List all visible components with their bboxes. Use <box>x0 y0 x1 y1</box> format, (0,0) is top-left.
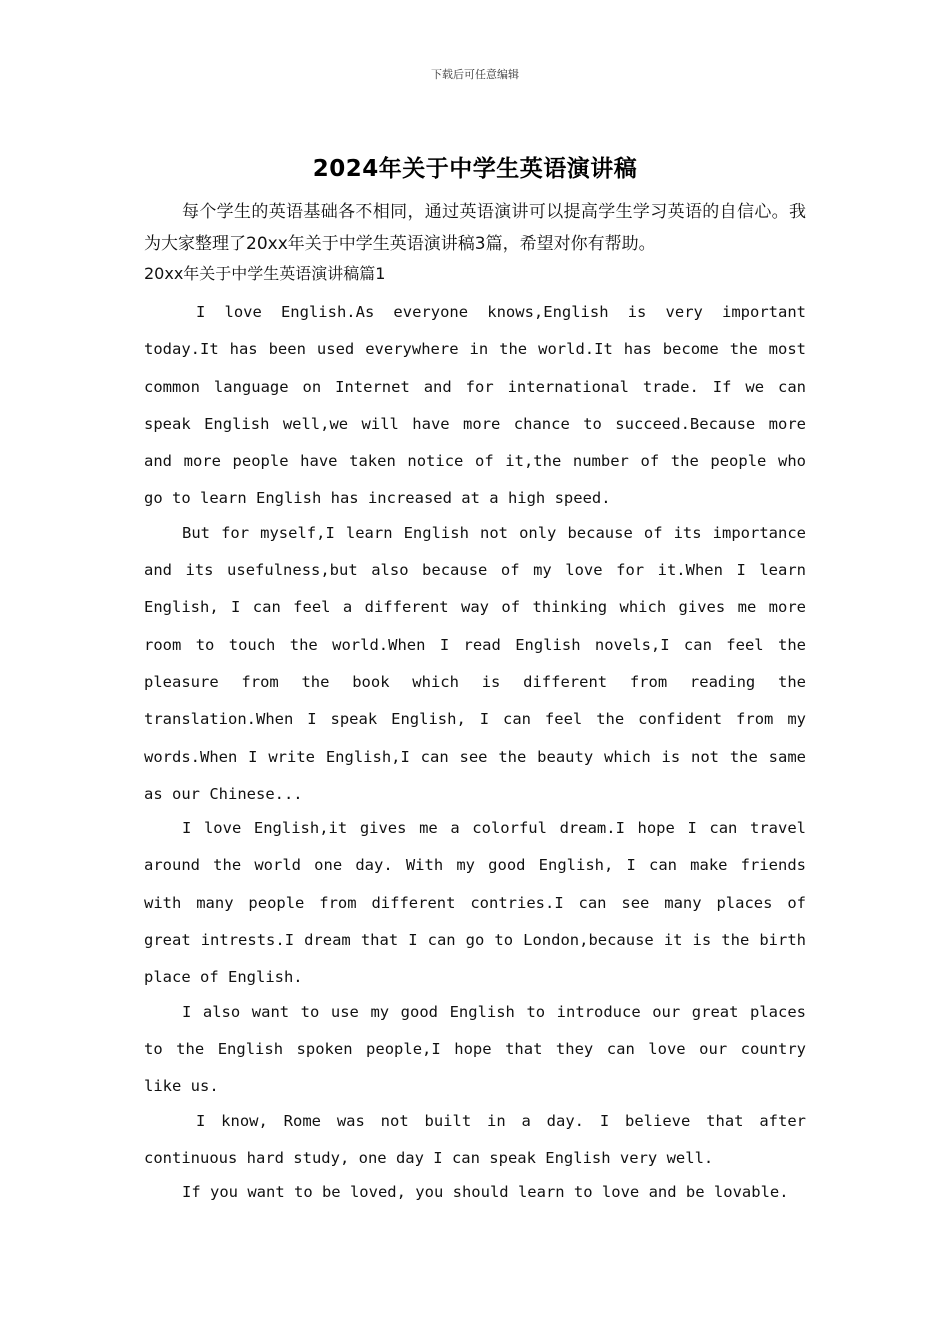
body-paragraph: But for myself,I learn English not only because of its importance and its usefulness,but also because of my love for it.When I learn English, I can feel a different way of thinking which gives me more room to touch the world.When I read English novels,I can feel the pleasure from the book which is different from reading the translation.When I speak English, I can feel the confident from my words.When I write English,I can see the beauty which is not the same as our Chinese... <box>144 523 806 803</box>
body-paragraph: I love English.As everyone knows,English is very important today.It has been used everywhere in the world.It has become the most common language on Internet and for international trade. If we can speak English well,we will have more chance to succeed.Because more and more people have taken notice of it,the number of the people who go to learn English has increased at a high speed. <box>144 303 806 508</box>
document-body <box>144 196 806 1211</box>
intro-paragraph: 每个学生的英语基础各不相同，通过英语演讲可以提高学生学习英语的自信心。我为大家整理了20xx年关于中学生英语演讲稿3篇，希望对你有帮助。 <box>144 202 806 254</box>
body-paragraph: I love English,it gives me a colorful dream.I hope I can travel around the world one day. With my good English, I can make friends with many people from different contries.I can see many places of great intrests.I dream that I can go to London,because it is the birth place of English. <box>144 819 806 987</box>
section-heading: 20xx年关于中学生英语演讲稿篇1 <box>144 264 386 283</box>
body-paragraph: If you want to be loved, you should learn to love and be lovable. <box>182 1183 789 1202</box>
document-title: 2024年关于中学生英语演讲稿 <box>312 156 638 182</box>
page-header-note: 下载后可任意编辑 <box>431 68 519 81</box>
body-paragraph: I know, Rome was not built in a day. I believe that after continuous hard study, one day I can speak English very well. <box>144 1111 806 1167</box>
body-paragraph: I also want to use my good English to introduce our great places to the English spoken people,I hope that they can love our country like us. <box>144 1002 806 1096</box>
